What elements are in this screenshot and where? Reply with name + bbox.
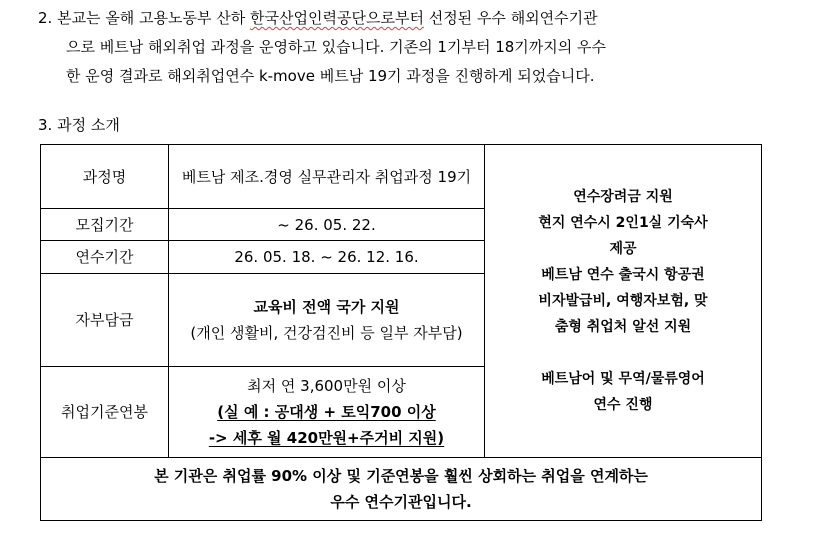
- footer-line: 우수 연수기관입니다.: [330, 493, 472, 511]
- recruit-period-label: 모집기간: [41, 209, 169, 241]
- benefit-line: 연수장려금 지원: [573, 189, 673, 205]
- salary-minimum: 최저 연 3,600만원 이상: [247, 377, 406, 395]
- spellcheck-underlined-word: 한국산업인력공단으로부터: [250, 9, 424, 27]
- benefits-cell: [485, 145, 762, 458]
- benefit-line: 비자발급비, 여행자보험, 맞: [538, 293, 708, 309]
- salary-example-detail: -> 세후 월 420만원+주거비 지원): [208, 429, 445, 447]
- table-row: [41, 458, 762, 521]
- intro-paragraph: [38, 4, 798, 91]
- intro-line-1: 2. 본교는 올해 고용노동부 산하 한국산업인력공단으로부터 선정된 우수 해외연수기관: [38, 9, 598, 27]
- course-info-table: [40, 144, 762, 521]
- section-title: 3. 과정 소개: [38, 116, 120, 134]
- table-row: [41, 145, 762, 209]
- self-payment-label: 자부담금: [41, 274, 169, 367]
- training-period-label: 연수기간: [41, 241, 169, 274]
- benefit-line: 연수 진행: [593, 397, 653, 413]
- salary-label: 취업기준연봉: [41, 367, 169, 458]
- intro-line-2: 으로 베트남 해외취업 과정을 운영하고 있습니다. 기존의 1기부터 18기까지의 우수: [66, 38, 606, 56]
- self-payment-note: (개인 생활비, 건강검진비 등 일부 자부담): [190, 324, 463, 342]
- training-period-value: 26. 05. 18. ~ 26. 12. 16.: [169, 241, 485, 274]
- course-name-value: 베트남 제조.경영 실무관리자 취업과정 19기: [169, 145, 485, 209]
- self-payment-main: 교육비 전액 국가 지원: [253, 298, 400, 316]
- salary-value: [169, 367, 485, 458]
- intro-line-3: 한 운영 결과로 해외취업연수 k-move 베트남 19기 과정을 진행하게 되었습니다.: [66, 67, 595, 85]
- self-payment-value: [169, 274, 485, 367]
- course-name-label: 과정명: [41, 145, 169, 209]
- salary-example: (실 예 : 공대생 + 토익700 이상: [217, 403, 436, 421]
- footer-cell: [41, 458, 762, 521]
- recruit-period-value: ~ 26. 05. 22.: [169, 209, 485, 241]
- benefit-line: 베트남 연수 출국시 항공권: [541, 267, 705, 283]
- benefit-line: 현지 연수시 2인1실 기숙사: [538, 215, 708, 231]
- footer-line: 본 기관은 취업률 90% 이상 및 기준연봉을 훨씬 상회하는 취업을 연계하는: [154, 467, 648, 485]
- benefit-line: 제공: [609, 241, 637, 257]
- benefit-line: 춤형 취업처 알선 지원: [554, 319, 692, 335]
- benefit-line: 베트남어 및 무역/물류영어: [541, 371, 705, 387]
